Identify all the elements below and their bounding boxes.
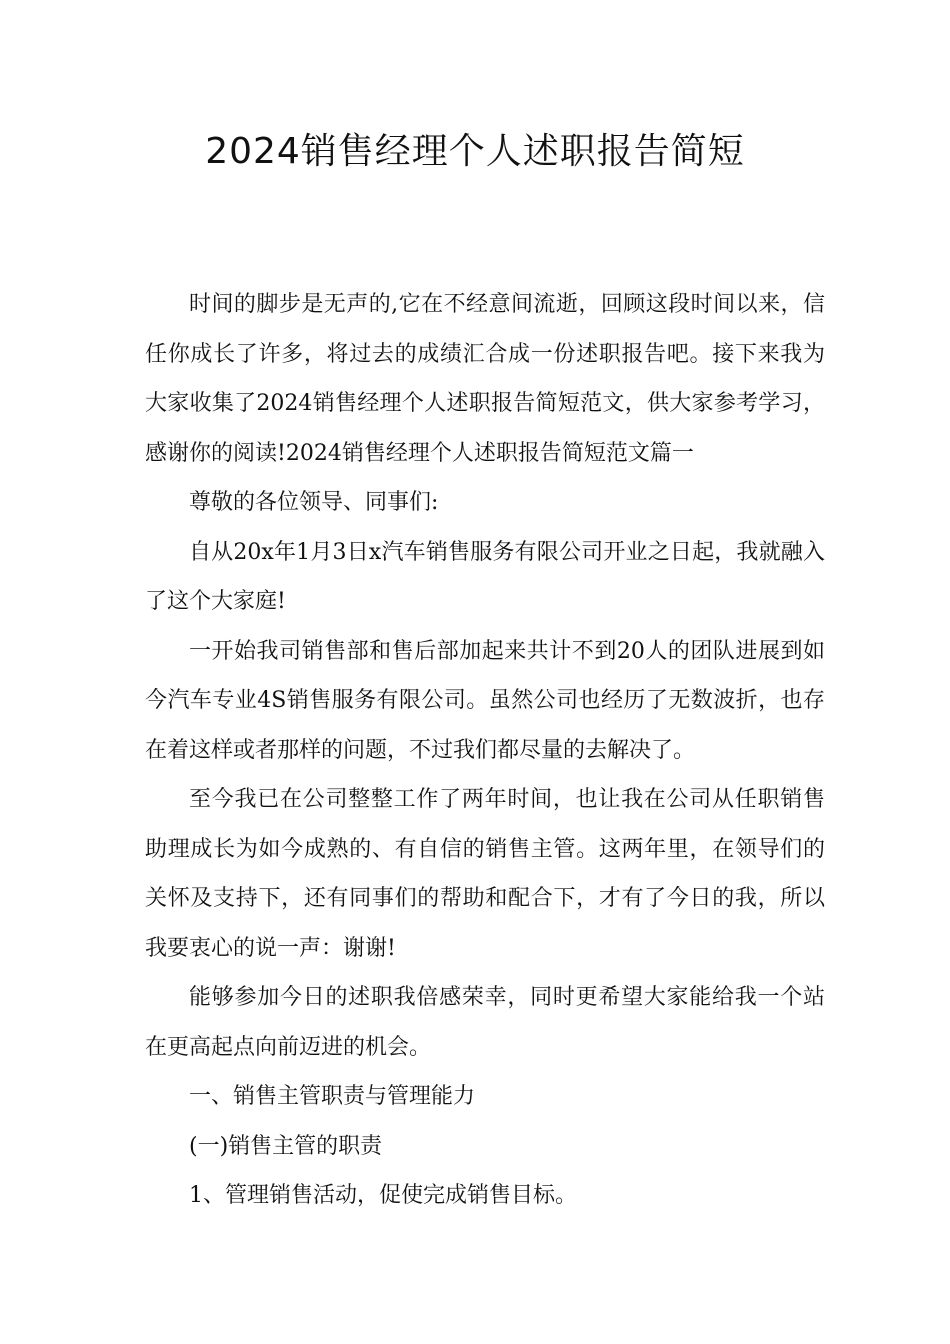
document-title: 2024销售经理个人述职报告简短 [205,131,745,172]
list-item-1: 1、管理销售活动，促使完成销售目标。 [189,1183,577,1208]
section-heading-1: 一、销售主管职责与管理能力 [189,1084,476,1109]
paragraph-joined: 自从20x年1月3日x汽车销售服务有限公司开业之日起，我就融入了这个大家庭! [145,539,825,614]
subsection-heading-1: (一)销售主管的职责 [189,1133,383,1159]
paragraph-two-years: 至今我已在公司整整工作了两年时间，也让我在公司从任职销售助理成长为如今成熟的、有自信的销售主管。这两年里，在领导们的关怀及支持下，还有同事们的帮助和配合下，才有了今日的我，所以我要衷心的说一声：谢谢! [145,787,825,961]
paragraph-honor: 能够参加今日的述职我倍感荣幸，同时更希望大家能给我一个站在更高起点向前迈进的机会。 [145,985,825,1060]
paragraph-salutation: 尊敬的各位领导、同事们: [189,490,439,515]
paragraph-team-growth: 一开始我司销售部和售后部加起来共计不到20人的团队进展到如今汽车专业4S销售服务有限公司。虽然公司也经历了无数波折，也存在着这样或者那样的问题，不过我们都尽量的去解决了。 [145,638,825,763]
paragraph-intro: 时间的脚步是无声的,它在不经意间流逝，回顾这段时间以来，信任你成长了许多，将过去的成绩汇合成一份述职报告吧。接下来我为大家收集了2024销售经理个人述职报告简短范文，供大家参考学习，感谢你的阅读!2024销售经理个人述职报告简短范文篇一 [145,292,825,466]
document-body [145,280,825,1221]
